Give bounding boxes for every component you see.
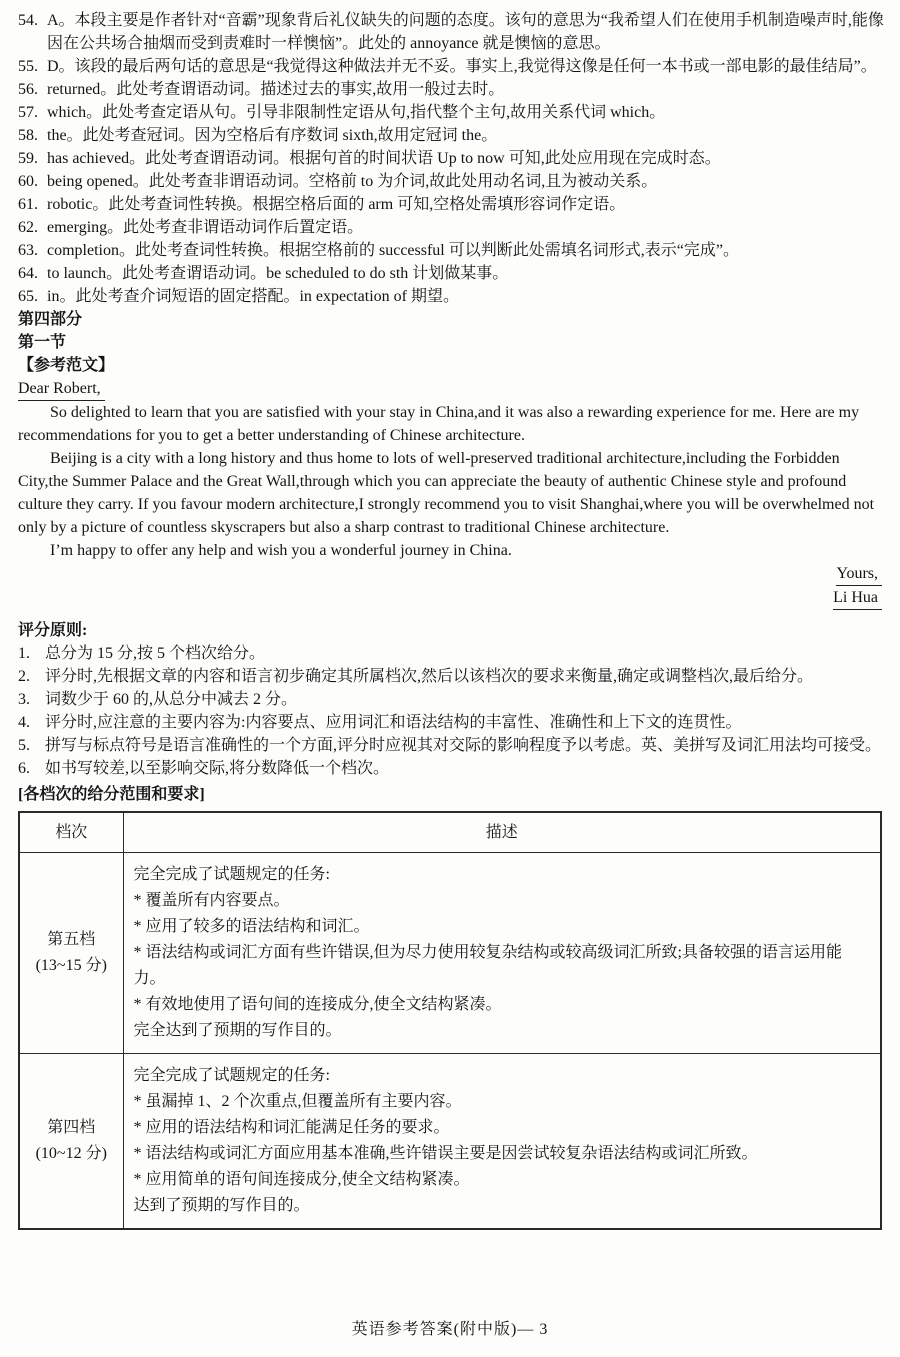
- table-header-row: [19, 812, 881, 853]
- scoring-item-number: 3.: [18, 691, 30, 708]
- letter-closing-text: Yours,: [836, 562, 882, 586]
- table-header-description: 描述: [123, 812, 881, 853]
- answer-item: [18, 124, 884, 147]
- level-cell: [19, 853, 123, 1054]
- letter-salutation-text: Dear Robert,: [18, 377, 105, 401]
- desc-line: * 应用的语法结构和词汇能满足任务的要求。: [133, 1119, 450, 1136]
- answer-text: has achieved。此处考查谓语动词。根据句首的时间状语 Up to now 可知,此处应用现在完成时态。: [47, 150, 721, 167]
- letter-paragraph: I’m happy to offer any help and wish you a wonderful journey in China.: [50, 542, 512, 559]
- answer-number: 64.: [18, 265, 38, 282]
- level-cell: [19, 1054, 123, 1230]
- scoring-item: [18, 757, 884, 780]
- scoring-item: [18, 665, 884, 688]
- grading-table: [18, 811, 882, 1230]
- desc-line: 完全完成了试题规定的任务:: [133, 1067, 330, 1084]
- scoring-item: [18, 642, 884, 665]
- desc-line: 完全完成了试题规定的任务:: [133, 866, 330, 883]
- scoring-item-text: 评分时,应注意的主要内容为:内容要点、应用词汇和语法结构的丰富性、准确性和上下文的连贯性。: [45, 714, 742, 731]
- answer-item: [18, 101, 884, 124]
- desc-line: * 应用简单的语句间连接成分,使全文结构紧凑。: [133, 1171, 470, 1188]
- letter-paragraph: Beijing is a city with a long history and thus home to lots of well-preserved traditional architecture,including the Forbidden City,the Summer Palace and the Great Wall,through which you can appreciate the beauty of authentic Chinese style and profound culture they carry. If you favour modern architecture,I strongly recommend you to visit Shanghai,where you will be overwhelmed not only by a picture of countless skyscrapers but also a sharp contrast to traditional Chinese architecture.: [18, 450, 875, 536]
- answer-text: which。此处考查定语从句。引导非限制性定语从句,指代整个主句,故用关系代词 which。: [47, 104, 666, 121]
- scoring-item: [18, 711, 884, 734]
- desc-line: 完全达到了预期的写作目的。: [133, 1022, 342, 1039]
- answer-item: [18, 9, 884, 55]
- desc-line: * 语法结构或词汇方面有些许错误,但为尽力使用较复杂结构或较高级词汇所致;具备较强的语言运用能力。: [133, 944, 842, 987]
- answer-number: 63.: [18, 242, 38, 259]
- desc-line: * 应用了较多的语法结构和词汇。: [133, 918, 370, 935]
- answer-text: the。此处考查冠词。因为空格后有序数词 sixth,故用定冠词 the。: [47, 127, 498, 144]
- answer-number: 59.: [18, 150, 38, 167]
- letter-closing: [18, 562, 884, 586]
- letter-signature-text: Li Hua: [833, 586, 882, 610]
- answer-item: [18, 216, 884, 239]
- answer-item: [18, 239, 884, 262]
- description-cell: [123, 853, 881, 1054]
- answer-text: emerging。此处考查非谓语动词作后置定语。: [47, 219, 364, 236]
- answer-item: [18, 78, 884, 101]
- letter-salutation: [18, 377, 884, 401]
- description-cell: [123, 1054, 881, 1230]
- scoring-item-text: 评分时,先根据文章的内容和语言初步确定其所属档次,然后以该档次的要求来衡量,确定或调整档次,最后给分。: [45, 668, 814, 685]
- answer-item: [18, 147, 884, 170]
- answer-number: 61.: [18, 196, 38, 213]
- answer-item: [18, 170, 884, 193]
- scoring-item: [18, 688, 884, 711]
- scoring-principles-title: 评分原则:: [18, 622, 88, 639]
- answer-text: being opened。此处考查非谓语动词。空格前 to 为介词,故此处用动名词,且为被动关系。: [47, 173, 658, 190]
- answer-number: 62.: [18, 219, 38, 236]
- page-footer: 英语参考答案(附中版)— 3: [351, 1321, 549, 1338]
- answer-number: 57.: [18, 104, 38, 121]
- answer-number: 55.: [18, 58, 38, 75]
- table-row: [19, 853, 881, 1054]
- answer-number: 60.: [18, 173, 38, 190]
- answer-number: 58.: [18, 127, 38, 144]
- answer-item: [18, 285, 884, 308]
- scoring-item-text: 如书写较差,以至影响交际,将分数降低一个档次。: [45, 760, 390, 777]
- answer-text: completion。此处考查词性转换。根据空格前的 successful 可以判断此处需填名词形式,表示“完成”。: [47, 242, 739, 259]
- sample-essay-label: 【参考范文】: [18, 357, 115, 374]
- answer-number: 56.: [18, 81, 38, 98]
- answer-number: 54.: [18, 12, 38, 29]
- scoring-item-text: 词数少于 60 的,从总分中减去 2 分。: [45, 691, 298, 708]
- desc-line: * 有效地使用了语句间的连接成分,使全文结构紧凑。: [133, 996, 502, 1013]
- scoring-item-number: 6.: [18, 760, 30, 777]
- desc-line: * 覆盖所有内容要点。: [133, 892, 290, 909]
- desc-line: * 语法结构或词汇方面应用基本准确,些许错误主要是因尝试较复杂语法结构或词汇所致。: [133, 1145, 758, 1162]
- answer-item: [18, 55, 884, 78]
- scoring-item-number: 4.: [18, 714, 30, 731]
- answer-text: in。此处考查介词短语的固定搭配。in expectation of 期望。: [47, 288, 459, 305]
- level-range: (10~12 分): [35, 1145, 107, 1162]
- scoring-item: [18, 734, 884, 757]
- scoring-item-number: 5.: [18, 737, 30, 754]
- letter-signature: [18, 586, 884, 610]
- answer-item: [18, 193, 884, 216]
- level-name: 第五档: [47, 931, 96, 948]
- letter-paragraph: So delighted to learn that you are satisfied with your stay in China,and it was also a rewarding experience for me. Here are my recommendations for you to get a better understanding of Chinese architecture.: [18, 404, 860, 444]
- table-header-level: 档次: [19, 812, 123, 853]
- answer-text: to launch。此处考查谓语动词。be scheduled to do sth 计划做某事。: [47, 265, 509, 282]
- answer-item: [18, 262, 884, 285]
- level-range: (13~15 分): [35, 957, 107, 974]
- desc-line: * 虽漏掉 1、2 个次重点,但覆盖所有主要内容。: [133, 1093, 462, 1110]
- scoring-item-number: 2.: [18, 668, 30, 685]
- answer-text: A。本段主要是作者针对“音霸”现象背后礼仪缺失的问题的态度。该句的意思为“我希望人们在使用手机制造噪声时,能像因在公共场合抽烟而受到责难时一样懊恼”。此处的 annoyance 就是懊恼的意思。: [47, 12, 884, 52]
- scoring-item-text: 拼写与标点符号是语言准确性的一个方面,评分时应视其对交际的影响程度予以考虑。英、美拼写及词汇用法均可接受。: [45, 737, 882, 754]
- part-heading: 第四部分: [18, 311, 83, 328]
- level-name: 第四档: [47, 1119, 96, 1136]
- scoring-item-text: 总分为 15 分,按 5 个档次给分。: [45, 645, 266, 662]
- grading-table-caption: [各档次的给分范围和要求]: [18, 786, 205, 803]
- table-row: [19, 1054, 881, 1230]
- answer-text: robotic。此处考查词性转换。根据空格后面的 arm 可知,空格处需填形容词作定语。: [47, 196, 626, 213]
- scoring-item-number: 1.: [18, 645, 30, 662]
- answer-number: 65.: [18, 288, 38, 305]
- section-heading: 第一节: [18, 334, 67, 351]
- answer-text: returned。此处考查谓语动词。描述过去的事实,故用一般过去时。: [47, 81, 505, 98]
- answer-text: D。该段的最后两句话的意思是“我觉得这种做法并无不妥。事实上,我觉得这像是任何一本书或一部电影的最佳结局”。: [47, 58, 877, 75]
- desc-line: 达到了预期的写作目的。: [133, 1197, 310, 1214]
